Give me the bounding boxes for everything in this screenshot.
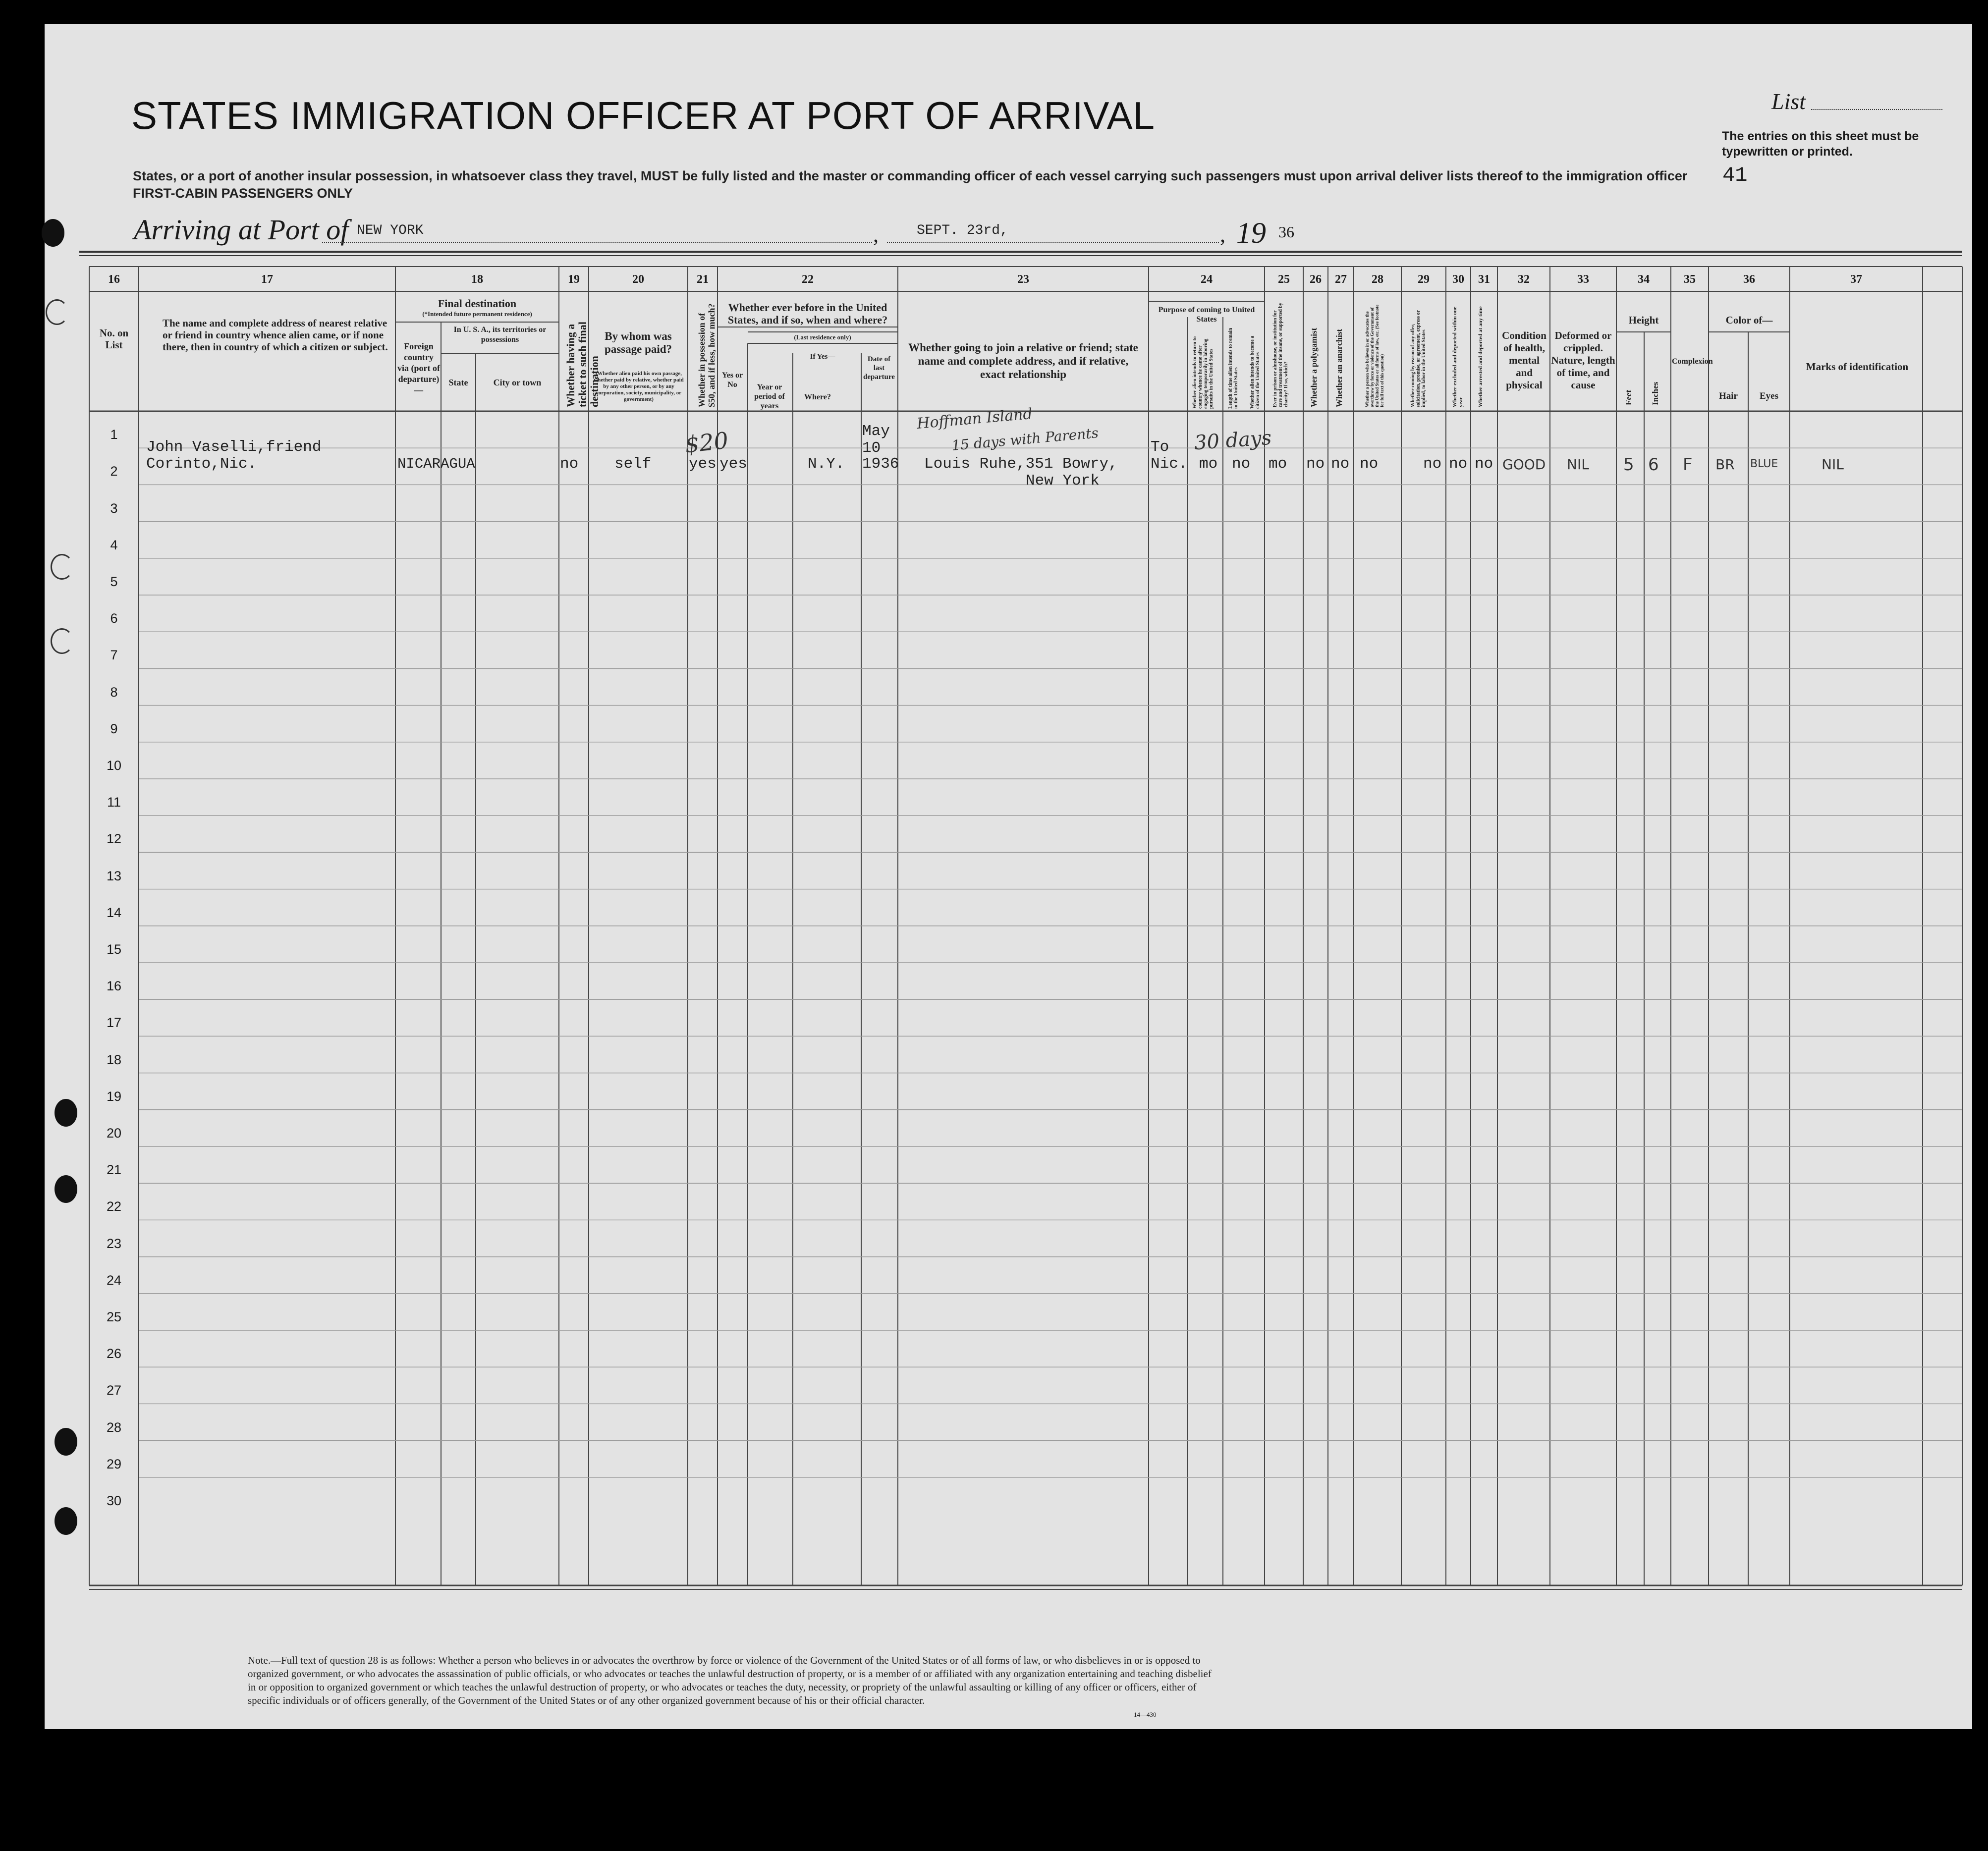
hdr-yes-or-no: Yes or No	[721, 371, 743, 389]
row-number: 29	[106, 1456, 122, 1471]
hdr-by-whom-note: (Whether alien paid his own passage, whether paid by relative, whether paid by any other person, or by any corporation, society, municipality, or government)	[594, 371, 684, 402]
hand-note-days: 15 days with Parents	[951, 425, 1100, 454]
col-num-16: 16	[108, 273, 120, 286]
col-num-25: 25	[1278, 273, 1290, 286]
hdr-foreign-country: Foreign country via (port of departure)—	[397, 341, 440, 395]
hdr-ticket: Whether having a ticket to such final destination	[564, 322, 601, 407]
list-number: 41	[1722, 163, 1748, 187]
hdr-purpose: Purpose of coming to United States	[1158, 306, 1255, 324]
row-number: 20	[106, 1126, 122, 1141]
hdr-feet: Feet	[1624, 389, 1633, 405]
hdr-eyes: Eyes	[1760, 391, 1778, 401]
hdr-q29: Whether coming by reason of any offer, solicitation, promise, or agreement, express or implied, to labor in the United States	[1410, 310, 1427, 407]
row-number: 4	[110, 537, 118, 552]
col-num-22: 22	[802, 273, 814, 286]
hdr-inches: Inches	[1651, 381, 1660, 405]
entry-condition: GOOD	[1502, 456, 1546, 473]
hdr-polygamist: Whether a polygamist	[1309, 327, 1319, 407]
entry-join-line1: Louis Ruhe,351 Bowry,	[924, 455, 1118, 473]
entry-foreign-country: NICARAGUA	[397, 456, 475, 472]
hdr-last-residence: (Last residence only)	[794, 333, 851, 341]
row-number: 26	[106, 1346, 122, 1361]
entry-join-line2: New York	[1026, 472, 1100, 490]
page-title: STATES IMMIGRATION OFFICER AT PORT OF ARRIVAL	[131, 94, 1156, 137]
entry-citizen: mo	[1199, 455, 1218, 473]
row-number: 5	[110, 574, 118, 589]
row-number: 30	[106, 1493, 122, 1508]
entry-ticket: no	[560, 455, 579, 473]
hdr-q30: Whether excluded and deported within one year	[1452, 306, 1464, 407]
hdr-purpose-a: Whether alien intends to return to country whence he came after engaging temporarily in laboring pursuits in the United States	[1192, 336, 1214, 409]
row-number: 3	[110, 500, 118, 516]
punch-hole	[55, 1175, 77, 1203]
col-num-17: 17	[261, 273, 273, 286]
hdr-final-destination-note: (*Intended future permanent residence)	[422, 310, 532, 318]
entry-relative-line2: Corinto,Nic.	[146, 455, 257, 473]
hand-possession-amount: $20	[683, 427, 730, 458]
hdr-marks: Marks of identification	[1806, 361, 1909, 373]
hdr-relative-address: The name and complete address of nearest relative or friend in country whence alien came, or if none there, then in country of which a citizen or subject.	[163, 317, 388, 353]
row-number: 11	[107, 795, 121, 810]
hdr-hair: Hair	[1719, 391, 1738, 401]
row-number: 22	[106, 1199, 122, 1214]
col-num-18: 18	[471, 273, 483, 286]
row-number: 17	[106, 1015, 122, 1031]
punch-hole-ring	[51, 628, 73, 654]
entries-note: The entries on this sheet must be typewritten or printed.	[1722, 129, 1919, 159]
col-num-34: 34	[1638, 273, 1650, 286]
punch-hole	[55, 1507, 77, 1535]
col-num-20: 20	[632, 273, 644, 286]
col-num-30: 30	[1452, 273, 1464, 286]
page-subtitle: States, or a port of another insular possession, in whatsoever class they travel, MUST be fully listed and the master or commanding officer of each vessel carrying such passengers must upon arrival deliver lists thereof to the immigration officer	[133, 168, 1688, 183]
col-num-33: 33	[1577, 273, 1589, 286]
punch-hole	[55, 1428, 77, 1456]
row-number: 24	[106, 1272, 122, 1288]
hand-note-hoffman: Hoffman Island	[916, 405, 1034, 433]
row-number: 23	[106, 1236, 122, 1251]
entry-possession-50: yes	[689, 455, 717, 473]
entry-complexion: F	[1683, 455, 1693, 475]
row-number: 19	[106, 1089, 122, 1104]
entry-paid-by: self	[614, 455, 652, 473]
hdr-q28: Whether a person who believes in or advocates the overthrow by force or violence of the Government of the United States or all forms of law, etc. (See footnote for full text of this question)	[1365, 304, 1384, 407]
col-num-29: 29	[1418, 273, 1430, 286]
col-num-26: 26	[1310, 273, 1322, 286]
entry-marks: NIL	[1822, 456, 1844, 473]
entry-eyes: BLUE	[1750, 458, 1778, 470]
row-number: 18	[106, 1052, 122, 1067]
hdr-condition: Condition of health, mental and physical	[1502, 329, 1546, 391]
row-number: 27	[106, 1383, 122, 1398]
entry-anarchist: no	[1331, 455, 1350, 473]
entry-prison: mo	[1269, 455, 1287, 473]
col-num-32: 32	[1518, 273, 1530, 286]
footer-note: Note.—Full text of question 28 is as follows: Whether a person who believes in or advocates the overthrow by force or violence of the Government of the United States or of all forms of law, or who disbelieves in or is opposed to organized government, or who advocates the assassination of public officials, or who advocates or teaches the unlawful destruction of property, or is a member of or affiliated with any organization entertaining and teaching disbelief in or opposition to organized government or which teaches the unlawful destruction of property, or who advocates or teaches the duty, necessity, or propriety of the unlawful assaulting or killing of any officer or officers, either of specific individuals or of officers generally, of the Government of the United States or of any other organized government because of his or their official character.	[248, 1654, 1212, 1706]
entry-purpose-line1: To	[1151, 438, 1169, 456]
row-number: 10	[106, 758, 122, 773]
row-number: 9	[110, 721, 118, 736]
entry-inches: 6	[1648, 455, 1659, 475]
row-number: 13	[106, 868, 122, 883]
col-num-37: 37	[1850, 273, 1862, 286]
hdr-complexion: Complexion	[1672, 357, 1713, 366]
entry-polygamist: no	[1306, 455, 1325, 473]
comma-1: ,	[873, 222, 879, 247]
punch-hole-ring	[51, 554, 73, 580]
hdr-ever-before: Whether ever before in the United States, and if so, when and where?	[727, 301, 888, 326]
hdr-where: Where?	[804, 393, 831, 401]
col-num-28: 28	[1372, 273, 1383, 286]
port-value: NEW YORK	[357, 223, 424, 238]
hdr-purpose-c: Whether alien intends to become a citizen of the United States	[1250, 335, 1261, 409]
hdr-anarchist: Whether an anarchist	[1334, 328, 1344, 407]
punch-hole	[42, 219, 64, 247]
col-num-36: 36	[1743, 273, 1755, 286]
hdr-in-usa: In U. S. A., its territories or possessions	[453, 326, 547, 344]
row-number: 14	[106, 905, 122, 920]
entry-relative-line1: John Vaselli,friend	[146, 438, 322, 456]
entry-q30: no	[1449, 455, 1468, 473]
form-code: 14—430	[1134, 1711, 1157, 1718]
row-number: 6	[110, 611, 118, 626]
hdr-join-relative: Whether going to join a relative or friend; state name and complete address, and if relative, exact relationship	[908, 341, 1138, 381]
row-number: 21	[106, 1162, 122, 1178]
comma-2: ,	[1220, 222, 1225, 247]
date-value: SEPT. 23rd,	[917, 223, 1008, 238]
col-num-35: 35	[1684, 273, 1696, 286]
row-number: 15	[106, 942, 122, 957]
col-num-31: 31	[1478, 273, 1490, 286]
hdr-by-whom: By whom was passage paid?	[604, 330, 672, 355]
punch-hole	[55, 1099, 77, 1127]
hdr-final-destination: Final destination	[438, 297, 517, 310]
hdr-height: Height	[1628, 314, 1659, 326]
row-number: 7	[110, 648, 118, 663]
hdr-city-or-town: City or town	[493, 378, 542, 387]
hdr-if-yes: If Yes—	[810, 353, 835, 361]
row-number: 2	[110, 464, 118, 479]
row-number: 28	[106, 1419, 122, 1435]
entry-q24c: no	[1232, 455, 1251, 473]
hdr-prison: Ever in prison or almshouse, or institution for care and treatment of the insane, or supported by charity? If so, which?	[1272, 303, 1289, 407]
hdr-possession-50: Whether in possession of $50, and if less, how much?	[697, 303, 717, 407]
entry-departure-line1: May	[862, 423, 890, 440]
entry-deformed: NIL	[1567, 456, 1589, 473]
manifest-sheet	[45, 24, 1972, 1729]
passenger-class: FIRST-CABIN PASSENGERS ONLY	[133, 186, 353, 201]
row-number: 16	[106, 979, 122, 994]
arriving-label: Arriving at Port of	[134, 214, 349, 246]
entry-q31: no	[1475, 455, 1493, 473]
hdr-date-last-departure: Date of last departure	[863, 355, 895, 381]
hdr-no-on-list: No. on List	[99, 327, 129, 351]
entry-q28: no	[1360, 455, 1379, 473]
entry-hair: BR	[1715, 456, 1735, 473]
punch-hole-ring	[46, 299, 68, 325]
row-number: 12	[106, 831, 122, 847]
year-suffix: 36	[1278, 223, 1294, 241]
row-number: 8	[110, 684, 118, 700]
col-num-27: 27	[1335, 273, 1347, 286]
entry-q29: no	[1423, 455, 1442, 473]
hdr-q31: Whether arrested and deported at any time	[1478, 306, 1484, 407]
col-num-23: 23	[1017, 273, 1029, 286]
entry-feet: 5	[1623, 455, 1634, 475]
hdr-color-of: Color of—	[1725, 314, 1773, 326]
col-num-24: 24	[1201, 273, 1213, 286]
entry-where: N.Y.	[808, 455, 845, 473]
entry-purpose-line2: Nic.	[1151, 455, 1188, 473]
hand-stay-length: 30 days	[1193, 426, 1272, 455]
year-prefix: 19	[1236, 217, 1266, 249]
row-number: 25	[106, 1309, 122, 1324]
row-number: 1	[110, 427, 118, 442]
hdr-state: State	[448, 378, 468, 387]
col-num-19: 19	[568, 273, 580, 286]
hdr-deformed: Deformed or crippled. Nature, length of time, and cause	[1551, 329, 1615, 391]
hdr-purpose-b: Length of time alien intends to remain in the United States	[1228, 327, 1239, 409]
entry-ever-before: yes	[719, 455, 747, 473]
col-num-21: 21	[697, 273, 709, 286]
hdr-year-or-period: Year or period of years	[754, 383, 785, 410]
list-label: List	[1771, 89, 1806, 114]
entry-departure-line3: 1936	[862, 455, 899, 473]
entry-departure-line2: 10	[862, 439, 881, 457]
